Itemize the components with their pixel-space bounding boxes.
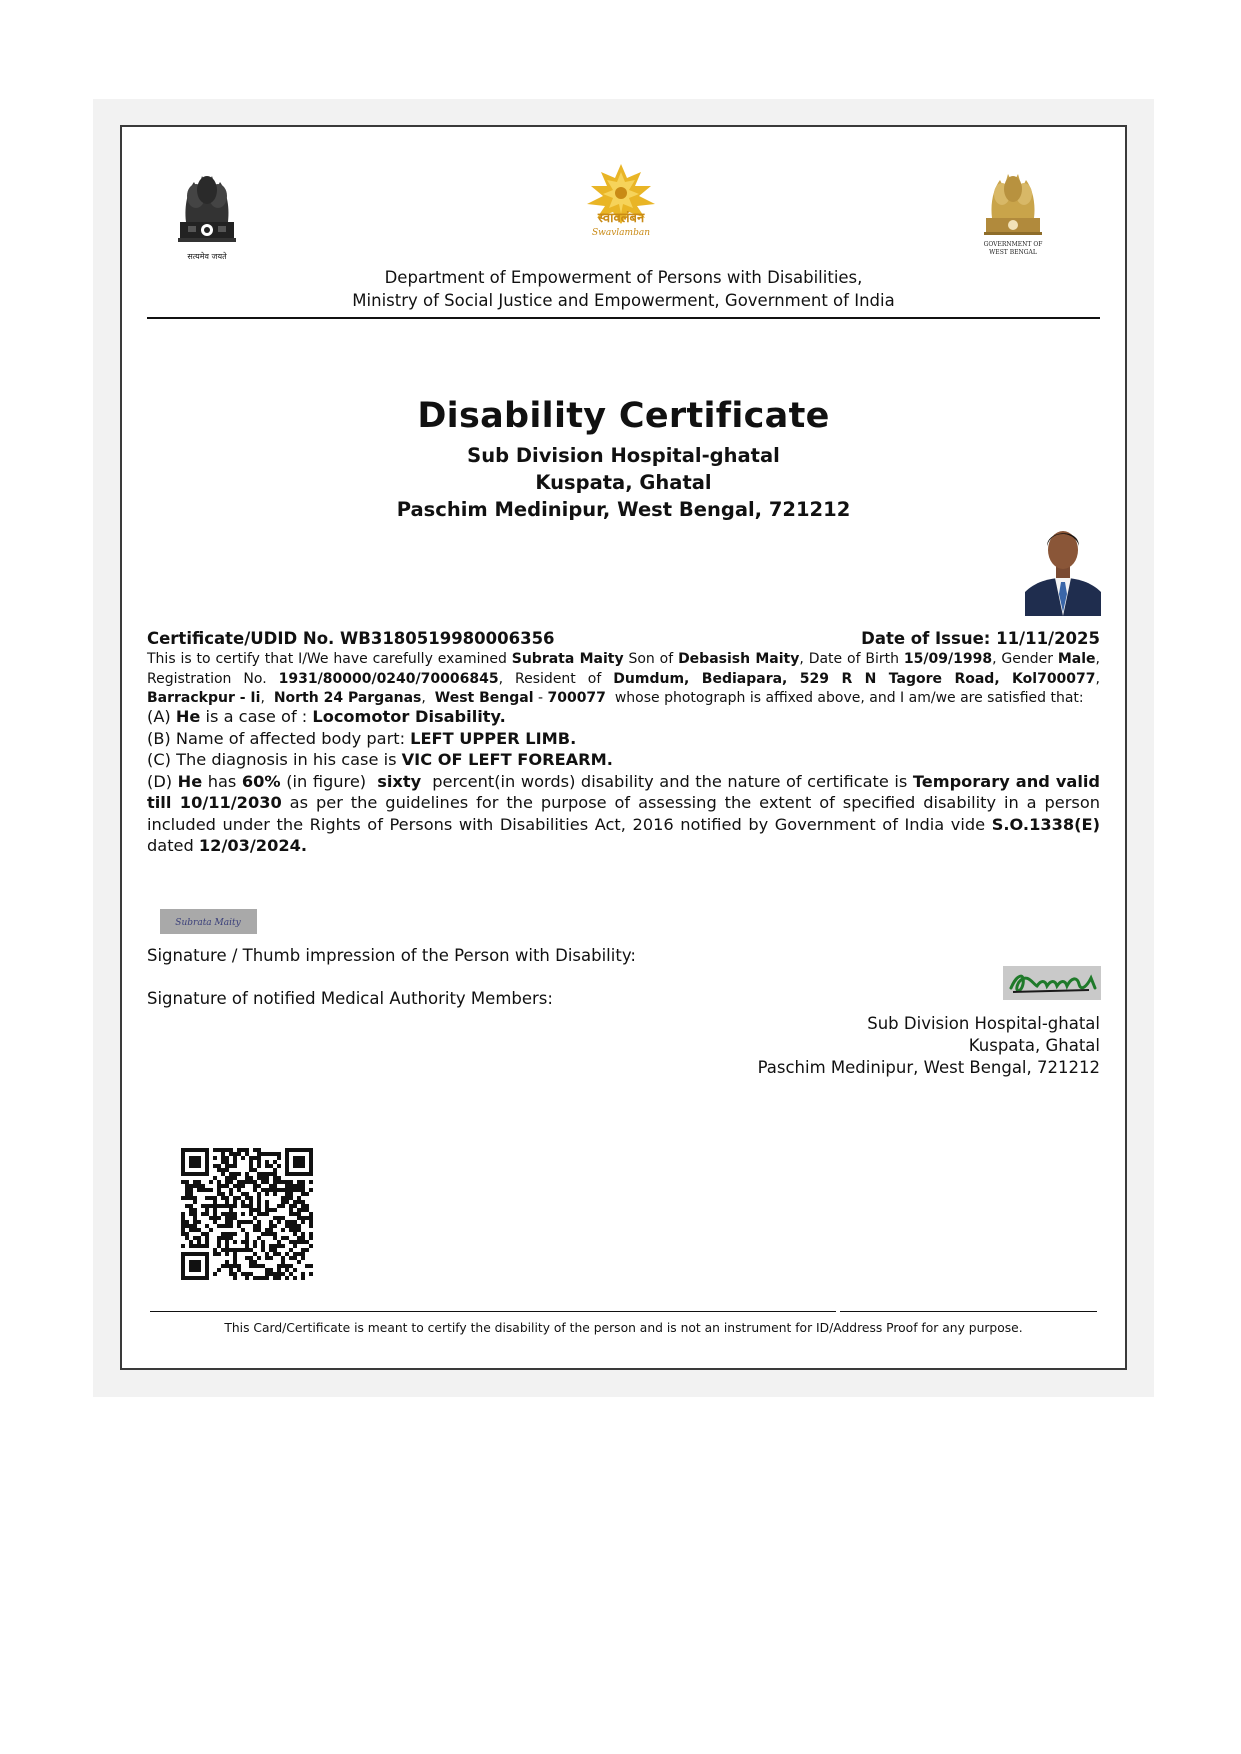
medical-authority-block xyxy=(700,1013,1100,1079)
body-text: , Resident of xyxy=(498,670,614,687)
person-signature-text: Subrata Maity xyxy=(175,918,241,928)
certificate-nature: Temporary and valid till 10/11/2030 xyxy=(147,771,1101,812)
district: North 24 Parganas xyxy=(273,690,422,707)
emblem-right-caption-1: GOVERNMENT OF xyxy=(983,241,1043,248)
issuer-line-2: Kuspata, Ghatal xyxy=(535,471,712,494)
person-name: Subrata Maity xyxy=(511,651,624,667)
clause-text: as per the guidelines for the purpose of assessing the extent of specified disability in a person included under the Rights of Persons with Disabilities Act, 2016 notified by Government of India vide xyxy=(147,793,1101,834)
pincode: 700077 xyxy=(547,690,606,707)
department-line-2: Ministry of Social Justice and Empowerment, Government of India xyxy=(352,291,895,310)
logo-subtext: Swavlamban xyxy=(591,228,651,238)
qr-code-icon xyxy=(181,1148,313,1280)
clause-text: (B) Name of affected body part: xyxy=(147,728,411,748)
clause-text: (C) The diagnosis in his case is xyxy=(147,750,402,769)
body-text: , xyxy=(260,690,274,707)
certification-paragraph xyxy=(147,650,1100,709)
body-text: , Registration No. xyxy=(147,651,1100,687)
body-text: , xyxy=(1095,670,1100,687)
subdivision: Barrackpur - Ii xyxy=(147,690,261,707)
issuer-block xyxy=(147,442,1100,523)
swavlamban-logo-icon xyxy=(575,160,667,240)
department-line-1: Department of Empowerment of Persons with Disabilities, xyxy=(384,268,863,287)
disability-type: Locomotor Disability. xyxy=(312,707,506,726)
registration-number: 1931/80000/0240/70006845 xyxy=(278,670,499,687)
medical-authority-signature-image xyxy=(1003,966,1101,1000)
clauses xyxy=(147,706,1100,857)
footer-disclaimer: This Card/Certificate is meant to certify the disability of the person and is not an instrument for ID/Address Proof for any purpose. xyxy=(224,1321,1023,1335)
body-text: , Gender xyxy=(992,651,1058,667)
diagnosis: VIC OF LEFT FOREARM. xyxy=(401,750,613,769)
affected-body-part: LEFT UPPER LIMB. xyxy=(410,728,577,748)
department-header xyxy=(147,266,1100,312)
date-of-birth: 15/09/1998 xyxy=(903,651,993,667)
disability-percent-words: sixty xyxy=(377,771,422,791)
clause-text: dated xyxy=(147,836,199,855)
body-text: , Date of Birth xyxy=(799,651,904,667)
notification-date: 12/03/2024. xyxy=(198,836,308,855)
certificate-title: Disability Certificate xyxy=(417,396,830,436)
medical-authority-label: Signature of notified Medical Authority Members: xyxy=(147,989,553,1008)
issuer-line-3: Paschim Medinipur, West Bengal, 721212 xyxy=(396,498,851,521)
body-text: This is to certify that I/We have carefully examined xyxy=(147,651,512,667)
clause-c xyxy=(147,749,1100,771)
issuer-line-1: Sub Division Hospital-ghatal xyxy=(467,444,780,467)
national-emblem-icon xyxy=(174,160,240,262)
authority-line-3: Paschim Medinipur, West Bengal, 721212 xyxy=(757,1058,1100,1077)
logo-hindi-text: स्वावलंबन xyxy=(597,211,645,226)
person-signature-label: Signature / Thumb impression of the Person with Disability: xyxy=(147,946,636,965)
authority-line-2: Kuspata, Ghatal xyxy=(968,1036,1100,1055)
parent-name: Debasish Maity xyxy=(678,651,800,667)
person-signature-image xyxy=(160,909,257,934)
udid-row xyxy=(147,629,1100,648)
emblem-right-caption-2: WEST BENGAL xyxy=(989,249,1037,256)
udid-number: Certificate/UDID No. WB3180519980006356 xyxy=(147,629,555,648)
clause-text: (A) xyxy=(147,707,176,726)
clause-text: (in figure) xyxy=(280,771,378,791)
header-divider xyxy=(147,317,1100,319)
clause-d xyxy=(147,771,1100,857)
state: West Bengal xyxy=(434,690,534,707)
clause-text: (D) xyxy=(147,771,178,791)
footer-divider xyxy=(840,1311,1097,1312)
clause-text: has xyxy=(202,771,242,791)
date-of-issue: Date of Issue: 11/11/2025 xyxy=(861,629,1100,648)
clause-text: percent(in words) disability and the nature of certificate is xyxy=(421,771,913,791)
emblem-left-caption: सत्यमेव जयते xyxy=(187,252,227,261)
pronoun: He xyxy=(177,771,203,791)
applicant-photo xyxy=(1025,520,1101,616)
clause-a xyxy=(147,706,1100,728)
clause-b xyxy=(147,728,1100,750)
body-text: , xyxy=(421,690,435,707)
clause-text: is a case of : xyxy=(200,707,313,726)
address: Dumdum, Bediapara, 529 R N Tagore Road, Kol700077 xyxy=(613,670,1096,687)
disability-percent: 60% xyxy=(241,771,281,791)
footer-divider xyxy=(150,1311,836,1312)
body-text: whose photograph is affixed above, and I am/we are satisfied that: xyxy=(605,690,1084,707)
pronoun: He xyxy=(175,707,201,726)
gender: Male xyxy=(1057,651,1096,667)
body-text: Son of xyxy=(623,651,679,667)
notification-number: S.O.1338(E) xyxy=(991,814,1100,834)
body-text: - xyxy=(533,690,548,707)
authority-line-1: Sub Division Hospital-ghatal xyxy=(867,1014,1100,1033)
